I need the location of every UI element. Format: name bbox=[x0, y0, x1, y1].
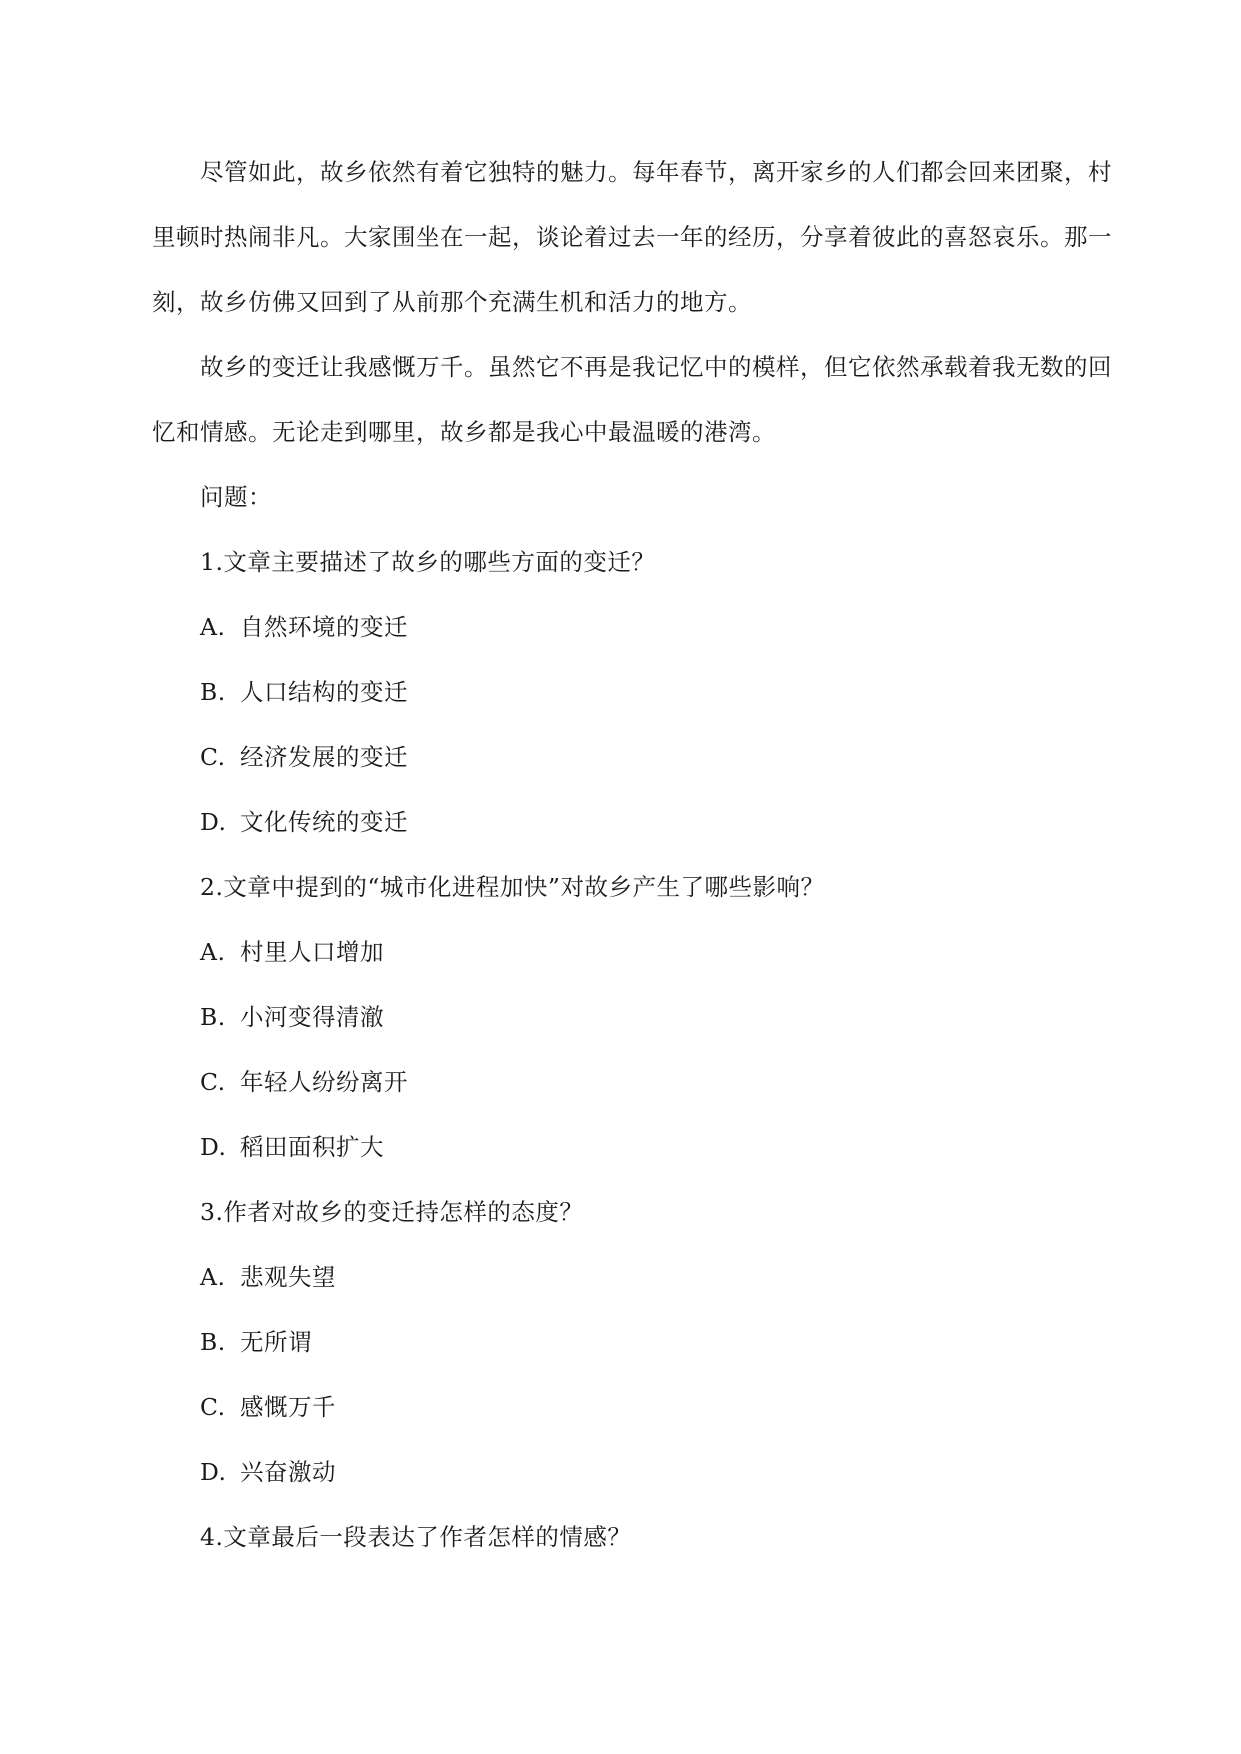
option-text: 人口结构的变迁 bbox=[240, 678, 408, 706]
question-3-stem: 3.作者对故乡的变迁持怎样的态度？ bbox=[200, 1198, 584, 1226]
option-text: 稻田面积扩大 bbox=[240, 1133, 384, 1161]
option-letter: A. bbox=[200, 613, 226, 641]
question-2-stem: 2.文章中提到的“城市化进程加快”对故乡产生了哪些影响？ bbox=[200, 873, 825, 901]
question-3-option-d bbox=[152, 1440, 1112, 1505]
option-text: 村里人口增加 bbox=[240, 938, 384, 966]
question-1-option-c bbox=[152, 725, 1112, 790]
option-text: 经济发展的变迁 bbox=[240, 743, 408, 771]
option-text: 自然环境的变迁 bbox=[240, 613, 408, 641]
option-letter: D. bbox=[200, 1133, 227, 1161]
option-letter: C. bbox=[200, 1068, 226, 1096]
option-text: 小河变得清澈 bbox=[240, 1003, 384, 1031]
question-1-stem: 1.文章主要描述了故乡的哪些方面的变迁？ bbox=[200, 548, 656, 576]
question-3-option-b bbox=[152, 1310, 1112, 1375]
option-text: 年轻人纷纷离开 bbox=[240, 1068, 408, 1096]
option-letter: C. bbox=[200, 1393, 226, 1421]
option-letter: C. bbox=[200, 743, 226, 771]
option-letter: D. bbox=[200, 808, 227, 836]
option-letter: B. bbox=[200, 1328, 226, 1356]
question-3-option-a bbox=[152, 1245, 1112, 1310]
question-1-option-d bbox=[152, 790, 1112, 855]
option-letter: B. bbox=[200, 678, 226, 706]
question-1-option-a bbox=[152, 595, 1112, 660]
option-letter: D. bbox=[200, 1458, 227, 1486]
question-2-option-d bbox=[152, 1115, 1112, 1180]
paragraph-conclusion: 故乡的变迁让我感慨万千。虽然它不再是我记忆中的模样，但它依然承载着我无数的回忆和情感。无论走到哪里，故乡都是我心中最温暖的港湾。 bbox=[152, 353, 1112, 446]
option-text: 悲观失望 bbox=[240, 1263, 336, 1291]
question-2-option-b bbox=[152, 985, 1112, 1050]
question-3-option-c bbox=[152, 1375, 1112, 1440]
option-letter: A. bbox=[200, 1263, 226, 1291]
option-letter: B. bbox=[200, 1003, 226, 1031]
question-4-stem: 4.文章最后一段表达了作者怎样的情感？ bbox=[200, 1523, 632, 1551]
paragraph-festival: 尽管如此，故乡依然有着它独特的魅力。每年春节，离开家乡的人们都会回来团聚，村里顿时热闹非凡。大家围坐在一起，谈论着过去一年的经历，分享着彼此的喜怒哀乐。那一刻，故乡仿佛又回到了从前那个充满生机和活力的地方。 bbox=[152, 158, 1112, 316]
question-1-option-b bbox=[152, 660, 1112, 725]
option-text: 无所谓 bbox=[240, 1328, 312, 1356]
option-text: 感慨万千 bbox=[240, 1393, 336, 1421]
question-2-option-c bbox=[152, 1050, 1112, 1115]
option-text: 兴奋激动 bbox=[240, 1458, 336, 1486]
document-body bbox=[152, 140, 1112, 1570]
option-letter: A. bbox=[200, 938, 226, 966]
option-text: 文化传统的变迁 bbox=[240, 808, 408, 836]
question-2-option-a bbox=[152, 920, 1112, 985]
questions-heading: 问题： bbox=[200, 483, 272, 511]
